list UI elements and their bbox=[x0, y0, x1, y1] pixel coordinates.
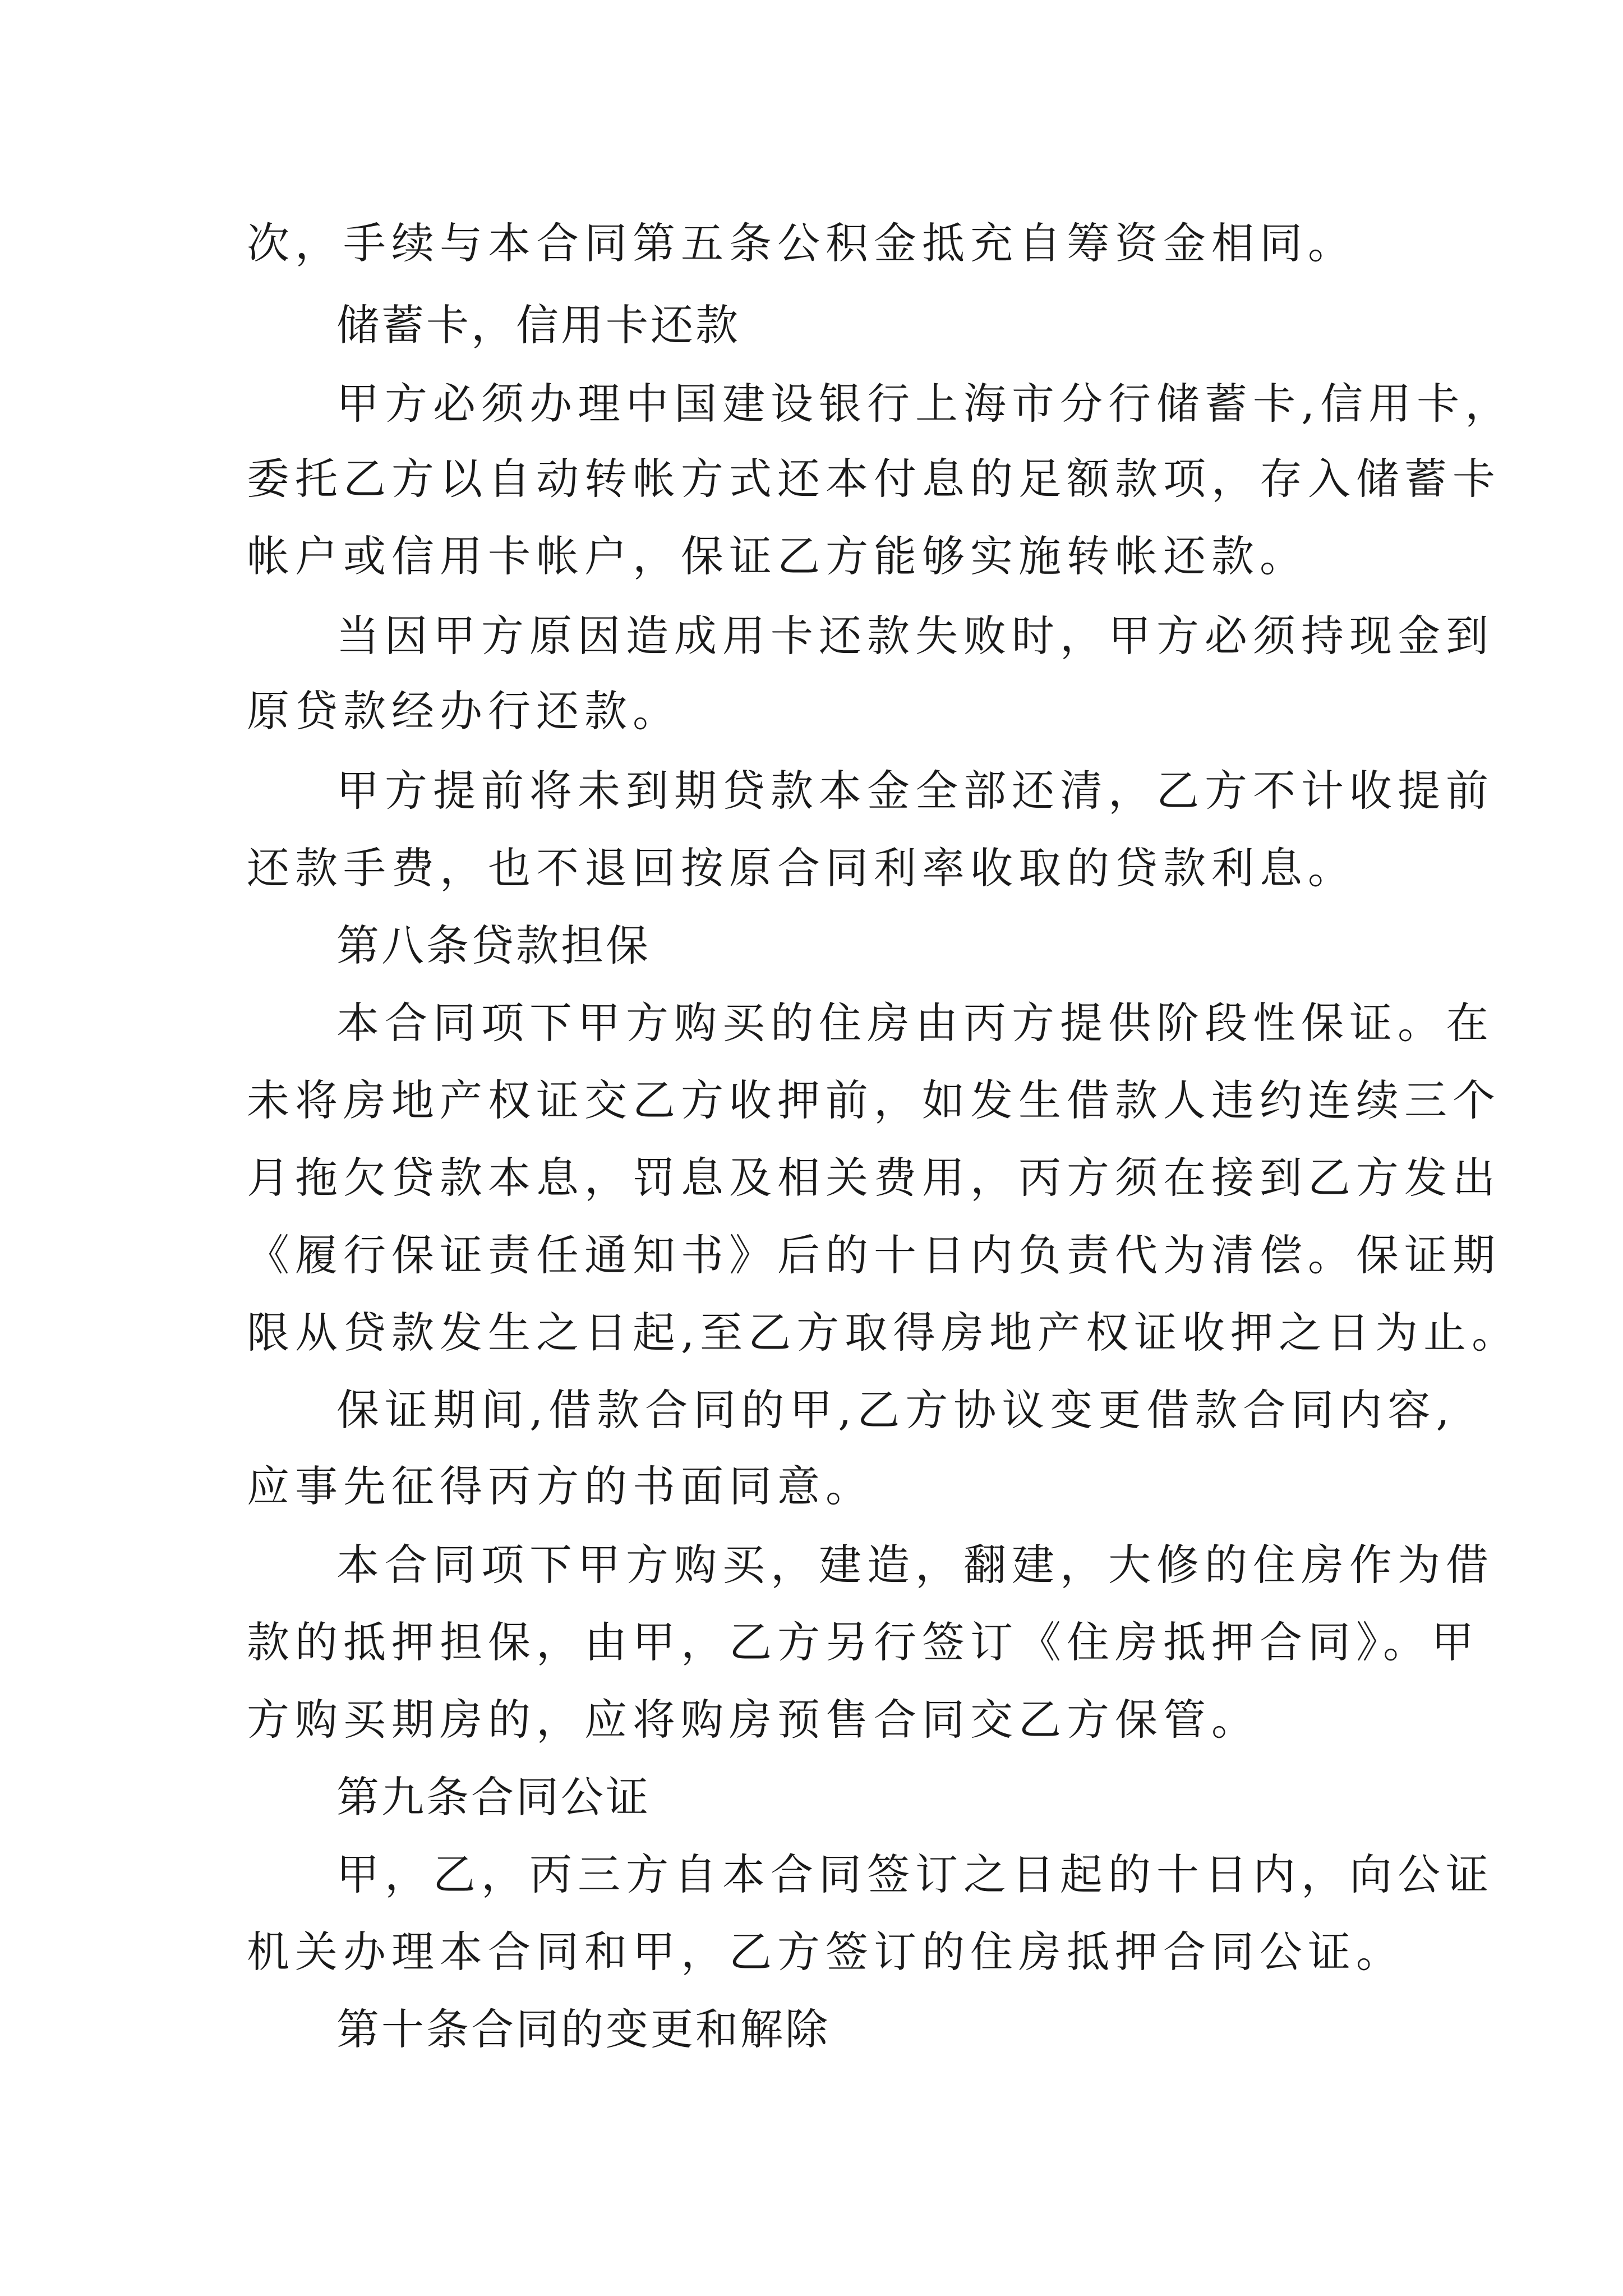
section-heading-article-10: 第十条合同的变更和解除 bbox=[336, 2004, 830, 2054]
text-line: 本合同项下甲方购买的住房由丙方提供阶段性保证。在 bbox=[336, 998, 1494, 1048]
section-subheading-savings-card-repayment: 储蓄卡，信用卡还款 bbox=[336, 300, 740, 350]
text-line: 甲方必须办理中国建设银行上海市分行储蓄卡,信用卡， bbox=[336, 379, 1514, 429]
text-line: 款的抵押担保，由甲，乙方另行签订《住房抵押合同》。甲 bbox=[247, 1617, 1479, 1667]
text-line: 保证期间,借款合同的甲,乙方协议变更借款合同内容, bbox=[336, 1385, 1455, 1435]
section-heading-article-8: 第八条贷款担保 bbox=[336, 921, 651, 970]
text-line: 原贷款经办行还款。 bbox=[247, 686, 681, 736]
text-line: 还款手费，也不退回按原合同利率收取的贷款利息。 bbox=[247, 843, 1356, 893]
text-line: 《履行保证责任通知书》后的十日内负责代为清偿。保证期 bbox=[247, 1230, 1501, 1280]
text-line: 甲方提前将未到期贷款本金全部还清，乙方不计收提前 bbox=[336, 766, 1494, 816]
text-line: 月拖欠贷款本息，罚息及相关费用，丙方须在接到乙方发出 bbox=[247, 1153, 1501, 1203]
text-line: 限从贷款发生之日起,至乙方取得房地产权证收押之日为止。 bbox=[247, 1308, 1520, 1358]
text-line: 甲，乙，丙三方自本合同签订之日起的十日内，向公证 bbox=[336, 1849, 1494, 1899]
text-line: 次，手续与本合同第五条公积金抵充自筹资金相同。 bbox=[247, 218, 1356, 268]
text-line: 方购买期房的，应将购房预售合同交乙方保管。 bbox=[247, 1695, 1260, 1745]
text-line: 当因甲方原因造成用卡还款失败时，甲方必须持现金到 bbox=[336, 611, 1494, 661]
text-line: 本合同项下甲方购买，建造，翻建，大修的住房作为借 bbox=[336, 1540, 1494, 1590]
section-heading-article-9: 第九条合同公证 bbox=[336, 1772, 651, 1822]
text-line: 委托乙方以自动转帐方式还本付息的足额款项，存入储蓄卡 bbox=[247, 454, 1501, 504]
text-line: 机关办理本合同和甲，乙方签订的住房抵押合同公证。 bbox=[247, 1927, 1404, 1977]
text-line: 应事先征得丙方的书面同意。 bbox=[247, 1461, 874, 1511]
text-line: 帐户或信用卡帐户，保证乙方能够实施转帐还款。 bbox=[247, 531, 1308, 581]
text-line: 未将房地产权证交乙方收押前，如发生借款人违约连续三个 bbox=[247, 1075, 1501, 1125]
